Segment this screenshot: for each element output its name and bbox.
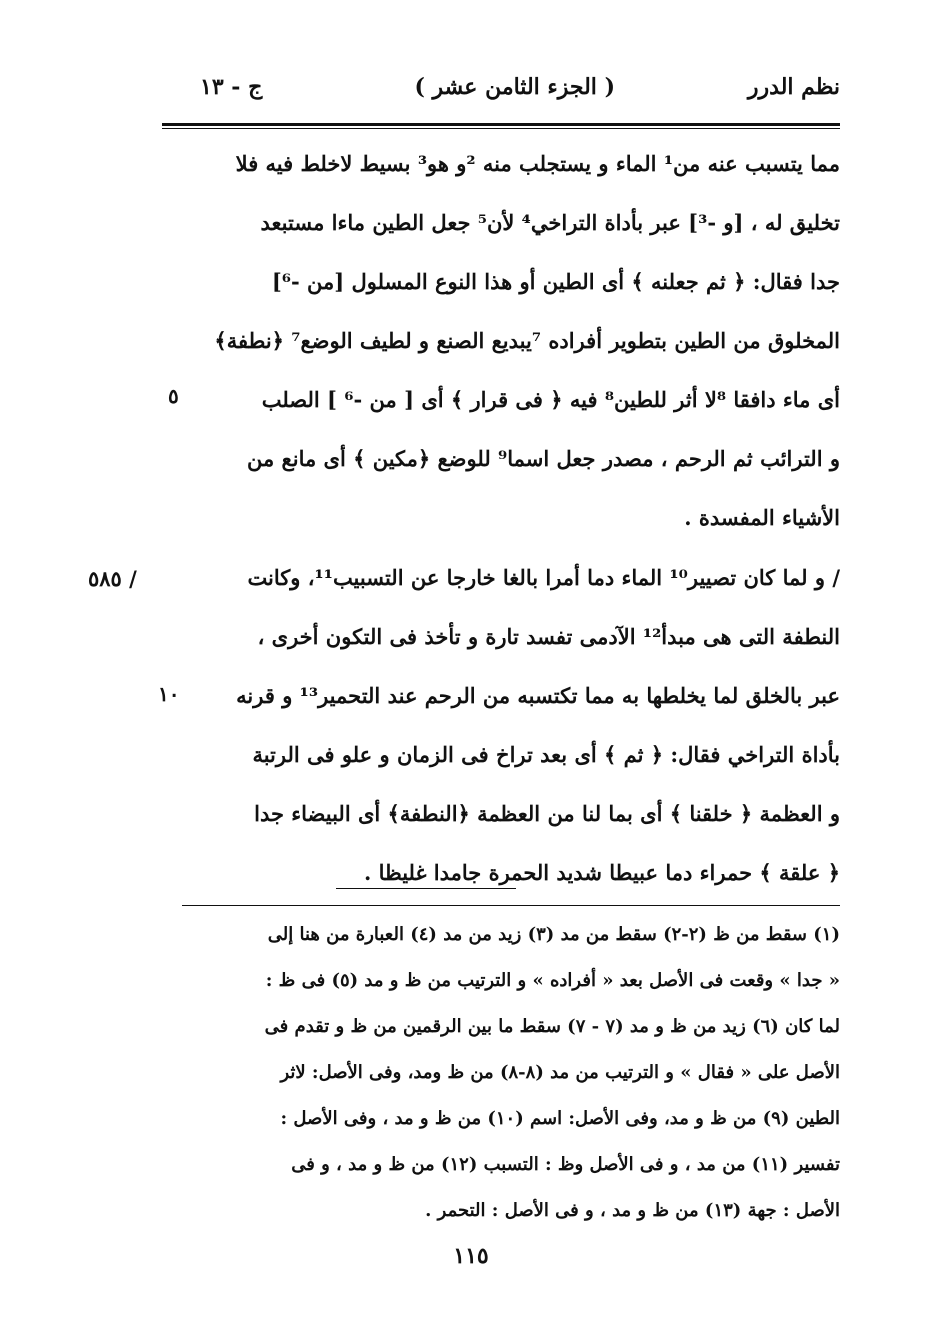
header-part-title: ( الجزء الثامن عشر ) <box>414 74 615 100</box>
footnote-line: « جدا » وقعت فى الأصل بعد « أفراده » و الترتيب من ظ و مد (٥) فى ظ : <box>265 970 840 991</box>
header-rule-thin <box>162 128 840 129</box>
line-number-5: ٥ <box>168 384 179 408</box>
text-line: أى ماء دافقا ⁸لا أثر للطين⁸ فيه ﴿ فى قرار ﴾ أى [ من -⁶ ] الصلب <box>261 387 840 412</box>
footnote-separator <box>182 905 840 906</box>
footnotes <box>182 912 840 1234</box>
header-rule-thick <box>162 123 840 126</box>
footnote-line: تفسير (١١) من مد ، و فى الأصل وظ : التسبب (١٢) من ظ و مد ، و فى <box>291 1154 840 1175</box>
page-number: ١١٥ <box>453 1243 489 1269</box>
text-underline <box>336 888 516 889</box>
text-line: عبر بالخلق لما يخلطها به مما تكتسبه من الرحم عند التحمير¹³ و قرنه <box>236 683 840 708</box>
text-line: المخلوق من الطين بتطوير أفراده ⁷يبديع الصنع و لطيف الوضع⁷ ﴿نطفة﴾ <box>214 328 840 353</box>
body-paragraph-2 <box>182 548 840 902</box>
text-line: و الترائب ثم الرحم ، مصدر جعل اسما⁹ للوضع ﴿مكين ﴾ أى مانع من <box>247 446 840 471</box>
manuscript-page-reference: / ٥٨٥ <box>88 566 137 591</box>
text-line: ﴿ علقة ﴾ حمراء دما عبيطا شديد الحمرة جامدا غليظا . <box>363 860 840 885</box>
text-line: النطفة التى هى مبدأ¹² الآدمى تفسد تارة و تأخذ فى التكون أخرى ، <box>257 624 840 649</box>
text-line: / و لما كان تصيير¹⁰ الماء دما أمرا بالغا خارجا عن التسبيب¹¹، وكانت <box>247 565 840 590</box>
text-line: تخليق له ، [و -³] عبر بأداة التراخي⁴ لأن⁵ جعل الطين ماءا مستبعد <box>260 210 840 235</box>
text-line: الأشياء المفسدة . <box>684 505 840 530</box>
body-paragraph-1 <box>182 134 840 547</box>
text-line: مما يتسبب عنه من¹ الماء و يستجلب منه ²و هو³ بسيط لاخلط فيه فلا <box>235 151 840 176</box>
running-header <box>180 74 840 114</box>
footnote-line: الطين (٩) من ظ و مد، وفى الأصل: اسم (١٠) من ظ و مد ، وفى الأصل : <box>280 1108 840 1129</box>
header-volume: ج - ١٣ <box>200 74 263 100</box>
footnote-line: (١) سقط من ظ (٢-٢) سقط من مد (٣) زيد من مد (٤) العبارة من هنا إلى <box>267 924 840 945</box>
footnote-line: لما كان (٦) زيد من ظ و مد (٧ - ٧) سقط ما بين الرقمين من ظ و تقدم فى <box>264 1016 840 1037</box>
footnote-line: الأصل على « فقال » و الترتيب من مد (٨-٨) من ظ ومد، وفى الأصل: لاثر <box>280 1062 840 1083</box>
footnote-line: الأصل : جهة (١٣) من ظ و مد ، و فى الأصل : التحمر . <box>425 1200 840 1221</box>
text-line: و العظمة ﴿ خلقنا ﴾ أى بما لنا من العظمة ﴿النطفة﴾ أى البيضاء جدا <box>254 801 840 826</box>
line-number-10: ١٠ <box>158 682 180 706</box>
text-line: بأداة التراخي فقال: ﴿ ثم ﴾ أى بعد تراخ فى الزمان و علو فى الرتبة <box>252 742 840 767</box>
header-book-title: نظم الدرر <box>747 74 840 100</box>
text-line: جدا فقال: ﴿ ثم جعلنه ﴾ أى الطين أو هذا النوع المسلول [من -⁶] <box>271 269 840 294</box>
